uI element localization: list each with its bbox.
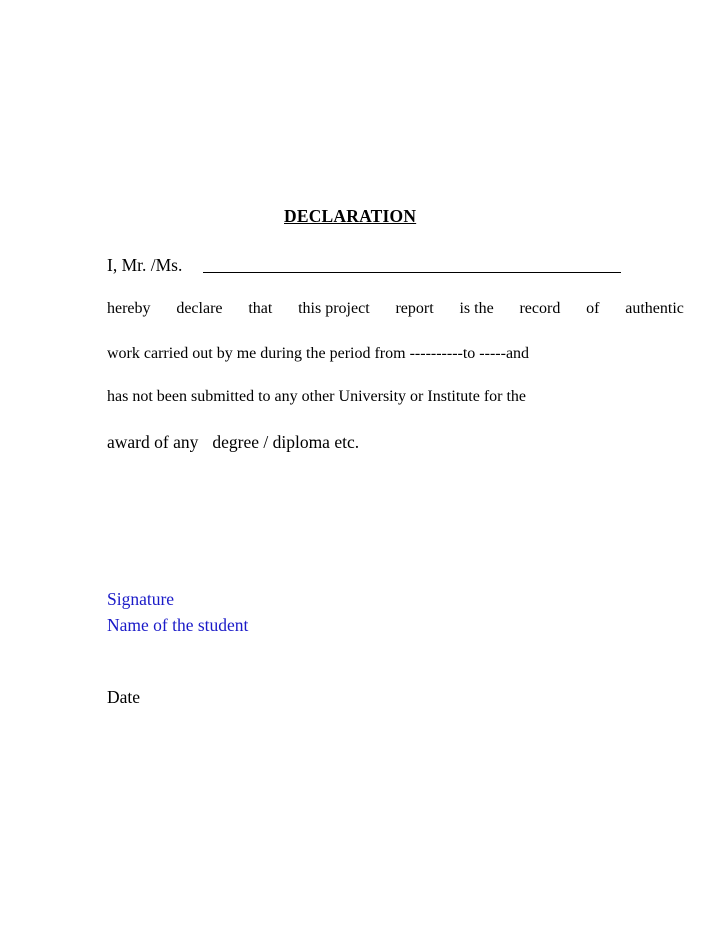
declaration-line-4 [107, 432, 359, 453]
line1-word: declare [176, 300, 223, 317]
declaration-line-2: work carried out by me during the period from ----------to -----and [107, 345, 530, 362]
line1-word: of [586, 300, 600, 317]
line4-part-a: award of any [107, 432, 199, 452]
line1-word: is the [459, 300, 494, 317]
student-name-label: Name of the student [107, 615, 249, 635]
date-label: Date [107, 687, 141, 707]
line1-word: this project [298, 300, 370, 317]
line1-word: authentic [625, 300, 684, 317]
declaration-title: DECLARATION [284, 206, 417, 226]
declaration-line-3: has not been submitted to any other University or Institute for the [107, 388, 527, 405]
line1-word: report [395, 300, 434, 317]
line1-word: that [248, 300, 273, 317]
name-blank-line [203, 272, 621, 273]
signature-label: Signature [107, 589, 175, 609]
line1-word: record [519, 300, 561, 317]
line4-part-b: degree / diploma etc. [212, 432, 360, 452]
name-prefix: I, Mr. /Ms. [107, 255, 183, 275]
declaration-line-1 [107, 300, 684, 318]
line1-word: hereby [107, 300, 151, 317]
